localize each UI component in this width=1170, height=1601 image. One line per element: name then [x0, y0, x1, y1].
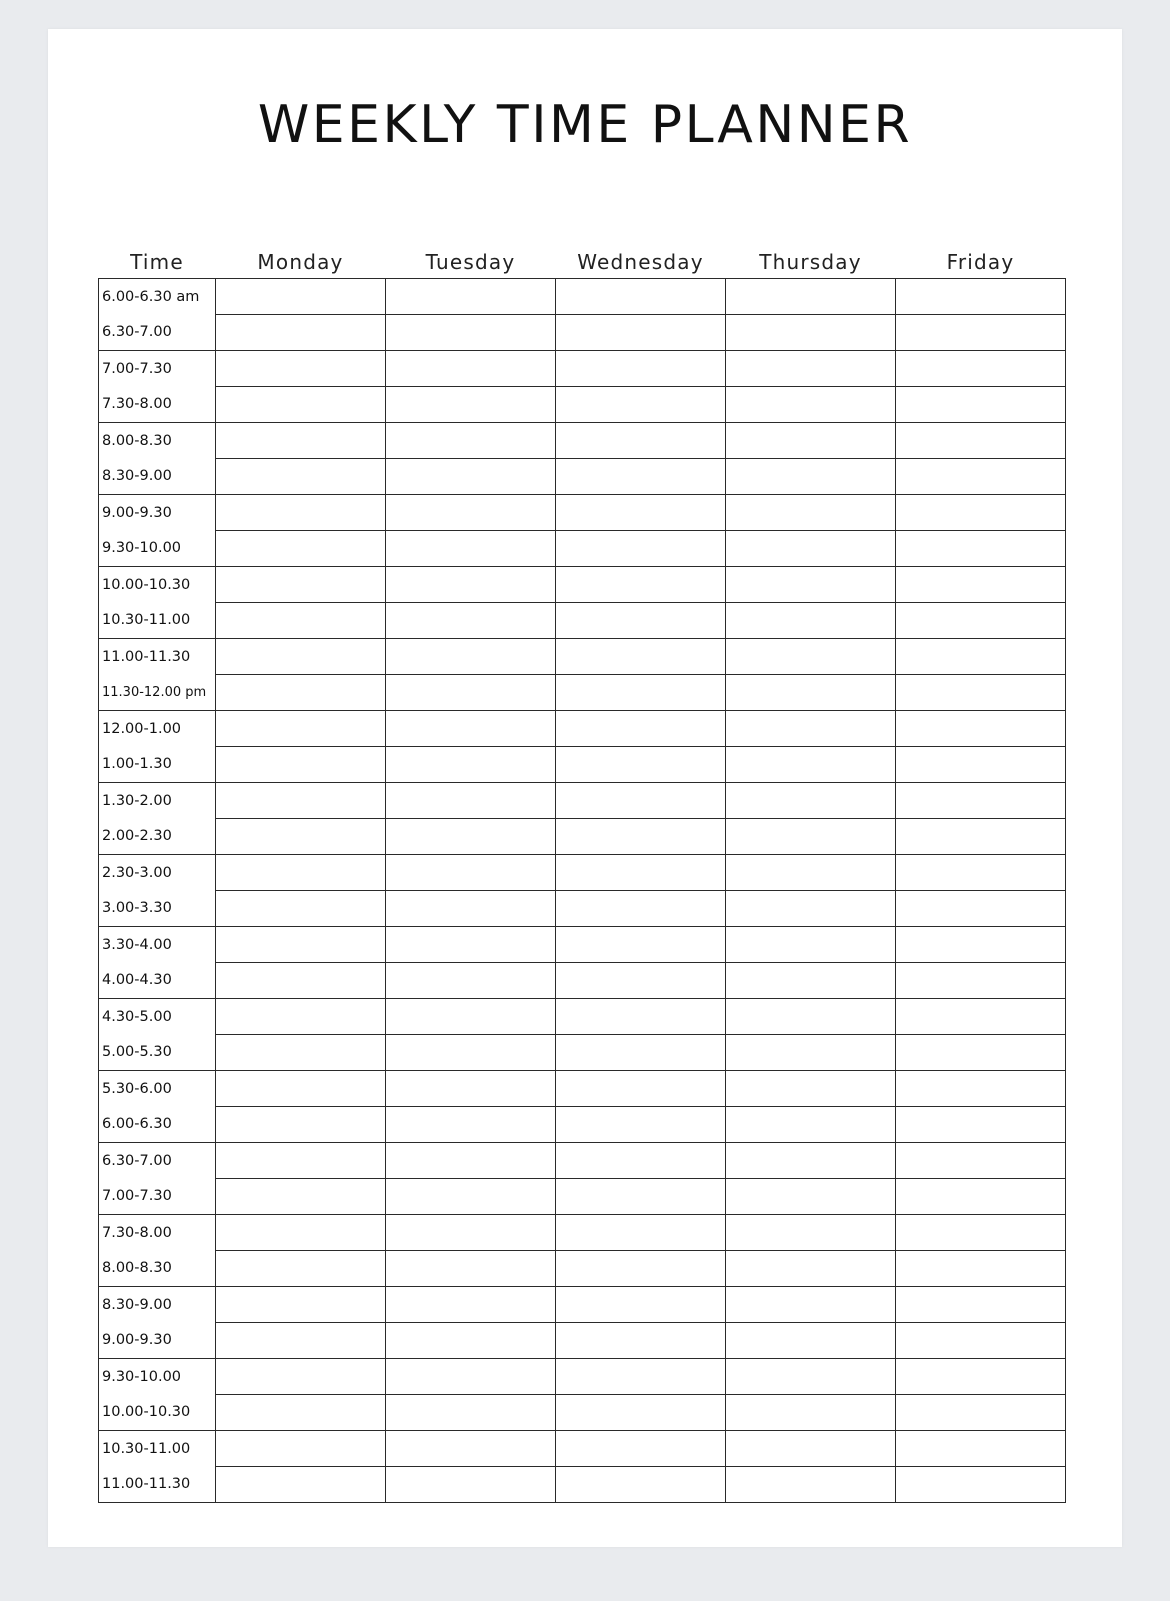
planner-cell-tuesday[interactable] [386, 387, 556, 423]
time-slot-row [99, 567, 1066, 603]
time-slot-label: 8.00-8.30 [99, 423, 216, 459]
time-slot-row [99, 351, 1066, 387]
time-slot-label: 3.30-4.00 [99, 927, 216, 963]
planner-cell-tuesday[interactable] [386, 531, 556, 567]
planner-cell-tuesday[interactable] [386, 747, 556, 783]
time-slot-label: 9.00-9.30 [99, 495, 216, 531]
planner-cell-tuesday[interactable] [386, 315, 556, 351]
time-slot-label: 6.00-6.30 am [99, 279, 216, 315]
planner-cell-monday[interactable] [216, 1395, 386, 1431]
time-slot-row [99, 783, 1066, 819]
planner-cell-wednesday[interactable] [556, 639, 726, 675]
header-tuesday: Tuesday [425, 250, 516, 274]
planner-cell-monday[interactable] [216, 1215, 386, 1251]
planner-cell-tuesday[interactable] [386, 1143, 556, 1179]
planner-cell-friday[interactable] [896, 1107, 1066, 1143]
planner-cell-thursday[interactable] [726, 1215, 896, 1251]
planner-cell-thursday[interactable] [726, 423, 896, 459]
planner-cell-friday[interactable] [896, 1467, 1066, 1503]
time-slot-label: 7.00-7.30 [99, 1179, 216, 1215]
planner-cell-thursday[interactable] [726, 639, 896, 675]
planner-cell-tuesday[interactable] [386, 459, 556, 495]
planner-cell-tuesday[interactable] [386, 603, 556, 639]
planner-cell-wednesday[interactable] [556, 1071, 726, 1107]
planner-cell-tuesday[interactable] [386, 639, 556, 675]
header-thursday: Thursday [759, 250, 862, 274]
planner-cell-wednesday[interactable] [556, 891, 726, 927]
time-slot-row [99, 603, 1066, 639]
time-slot-label: 9.00-9.30 [99, 1323, 216, 1359]
planner-cell-tuesday[interactable] [386, 279, 556, 315]
planner-cell-wednesday[interactable] [556, 351, 726, 387]
time-slot-row [99, 891, 1066, 927]
planner-grid [98, 209, 1066, 1503]
time-slot-row [99, 639, 1066, 675]
time-slot-row [99, 1107, 1066, 1143]
planner-cell-thursday[interactable] [726, 1359, 896, 1395]
time-slot-row [99, 1323, 1066, 1359]
time-slot-label: 6.30-7.00 [99, 315, 216, 351]
planner-cell-friday[interactable] [896, 1359, 1066, 1395]
planner-cell-wednesday[interactable] [556, 1179, 726, 1215]
planner-cell-thursday[interactable] [726, 747, 896, 783]
planner-body [99, 279, 1066, 1503]
planner-cell-friday[interactable] [896, 1215, 1066, 1251]
time-slot-label: 9.30-10.00 [99, 1359, 216, 1395]
planner-cell-thursday[interactable] [726, 1467, 896, 1503]
time-slot-row [99, 999, 1066, 1035]
planner-cell-thursday[interactable] [726, 531, 896, 567]
planner-cell-monday[interactable] [216, 1035, 386, 1071]
planner-cell-monday[interactable] [216, 1431, 386, 1467]
time-slot-label: 2.00-2.30 [99, 819, 216, 855]
time-slot-label: 10.00-10.30 [99, 567, 216, 603]
planner-cell-monday[interactable] [216, 963, 386, 999]
time-slot-label: 1.30-2.00 [99, 783, 216, 819]
planner-cell-thursday[interactable] [726, 927, 896, 963]
time-slot-label: 4.30-5.00 [99, 999, 216, 1035]
header-friday: Friday [946, 250, 1015, 274]
planner-cell-tuesday[interactable] [386, 1251, 556, 1287]
planner-cell-monday[interactable] [216, 675, 386, 711]
planner-cell-monday[interactable] [216, 783, 386, 819]
time-slot-label: 10.30-11.00 [99, 603, 216, 639]
planner-cell-friday[interactable] [896, 1071, 1066, 1107]
planner-cell-monday[interactable] [216, 387, 386, 423]
planner-cell-wednesday[interactable] [556, 531, 726, 567]
planner-cell-thursday[interactable] [726, 1035, 896, 1071]
time-slot-label: 3.00-3.30 [99, 891, 216, 927]
time-slot-row [99, 1359, 1066, 1395]
planner-cell-wednesday[interactable] [556, 927, 726, 963]
planner-cell-tuesday[interactable] [386, 819, 556, 855]
planner-cell-wednesday[interactable] [556, 711, 726, 747]
planner-cell-friday[interactable] [896, 1143, 1066, 1179]
time-slot-row [99, 1395, 1066, 1431]
time-slot-label: 6.30-7.00 [99, 1143, 216, 1179]
planner-cell-friday[interactable] [896, 351, 1066, 387]
planner-cell-monday[interactable] [216, 1251, 386, 1287]
time-slot-label: 7.00-7.30 [99, 351, 216, 387]
time-slot-row [99, 1431, 1066, 1467]
time-slot-row [99, 819, 1066, 855]
time-slot-label: 10.00-10.30 [99, 1395, 216, 1431]
planner-cell-friday[interactable] [896, 855, 1066, 891]
time-slot-label: 5.30-6.00 [99, 1071, 216, 1107]
planner-cell-tuesday[interactable] [386, 1323, 556, 1359]
planner-cell-friday[interactable] [896, 747, 1066, 783]
time-slot-label: 7.30-8.00 [99, 1215, 216, 1251]
planner-cell-monday[interactable] [216, 603, 386, 639]
time-slot-label: 5.00-5.30 [99, 1035, 216, 1071]
planner-cell-tuesday[interactable] [386, 1467, 556, 1503]
planner-cell-thursday[interactable] [726, 495, 896, 531]
planner-cell-friday[interactable] [896, 711, 1066, 747]
planner-cell-thursday[interactable] [726, 1179, 896, 1215]
time-slot-label: 11.30-12.00 pm [99, 675, 216, 711]
time-slot-row [99, 423, 1066, 459]
planner-cell-friday[interactable] [896, 783, 1066, 819]
planner-cell-thursday[interactable] [726, 1431, 896, 1467]
planner-cell-thursday[interactable] [726, 1287, 896, 1323]
planner-cell-thursday[interactable] [726, 387, 896, 423]
planner-cell-tuesday[interactable] [386, 999, 556, 1035]
planner-cell-wednesday[interactable] [556, 1251, 726, 1287]
planner-cell-tuesday[interactable] [386, 1359, 556, 1395]
planner-cell-tuesday[interactable] [386, 1431, 556, 1467]
time-slot-label: 6.00-6.30 [99, 1107, 216, 1143]
planner-cell-friday[interactable] [896, 999, 1066, 1035]
planner-cell-friday[interactable] [896, 1287, 1066, 1323]
planner-cell-thursday[interactable] [726, 315, 896, 351]
planner-cell-wednesday[interactable] [556, 819, 726, 855]
planner-cell-monday[interactable] [216, 567, 386, 603]
time-slot-label: 12.00-1.00 [99, 711, 216, 747]
planner-cell-thursday[interactable] [726, 459, 896, 495]
planner-cell-thursday[interactable] [726, 1323, 896, 1359]
planner-cell-monday[interactable] [216, 1467, 386, 1503]
planner-cell-friday[interactable] [896, 1035, 1066, 1071]
planner-cell-tuesday[interactable] [386, 1071, 556, 1107]
planner-cell-tuesday[interactable] [386, 927, 556, 963]
planner-cell-thursday[interactable] [726, 819, 896, 855]
header-time: Time [130, 250, 184, 274]
planner-cell-thursday[interactable] [726, 567, 896, 603]
planner-cell-tuesday[interactable] [386, 351, 556, 387]
time-slot-row [99, 1143, 1066, 1179]
time-slot-row [99, 1071, 1066, 1107]
time-slot-label: 10.30-11.00 [99, 1431, 216, 1467]
time-slot-label: 7.30-8.00 [99, 387, 216, 423]
planner-cell-thursday[interactable] [726, 279, 896, 315]
planner-cell-friday[interactable] [896, 963, 1066, 999]
time-slot-row [99, 1179, 1066, 1215]
planner-cell-monday[interactable] [216, 1143, 386, 1179]
planner-cell-friday[interactable] [896, 819, 1066, 855]
planner-cell-monday[interactable] [216, 531, 386, 567]
planner-cell-monday[interactable] [216, 423, 386, 459]
planner-cell-wednesday[interactable] [556, 1467, 726, 1503]
planner-cell-thursday[interactable] [726, 1143, 896, 1179]
time-slot-label: 8.30-9.00 [99, 1287, 216, 1323]
planner-cell-monday[interactable] [216, 495, 386, 531]
time-slot-row [99, 1215, 1066, 1251]
time-slot-row [99, 1287, 1066, 1323]
planner-cell-tuesday[interactable] [386, 1395, 556, 1431]
time-slot-row [99, 495, 1066, 531]
planner-cell-thursday[interactable] [726, 1395, 896, 1431]
time-slot-label: 1.00-1.30 [99, 747, 216, 783]
planner-cell-wednesday[interactable] [556, 1359, 726, 1395]
planner-cell-thursday[interactable] [726, 783, 896, 819]
planner-cell-friday[interactable] [896, 1431, 1066, 1467]
planner-cell-thursday[interactable] [726, 711, 896, 747]
planner-cell-monday[interactable] [216, 459, 386, 495]
planner-cell-friday[interactable] [896, 387, 1066, 423]
planner-cell-wednesday[interactable] [556, 783, 726, 819]
planner-cell-tuesday[interactable] [386, 783, 556, 819]
planner-cell-monday[interactable] [216, 1179, 386, 1215]
planner-cell-tuesday[interactable] [386, 855, 556, 891]
planner-cell-tuesday[interactable] [386, 495, 556, 531]
planner-cell-wednesday[interactable] [556, 747, 726, 783]
planner-cell-wednesday[interactable] [556, 387, 726, 423]
header-monday: Monday [257, 250, 344, 274]
planner-cell-tuesday[interactable] [386, 1107, 556, 1143]
planner-cell-thursday[interactable] [726, 963, 896, 999]
planner-cell-thursday[interactable] [726, 891, 896, 927]
planner-cell-friday[interactable] [896, 927, 1066, 963]
time-slot-row [99, 963, 1066, 999]
planner-cell-wednesday[interactable] [556, 855, 726, 891]
planner-cell-wednesday[interactable] [556, 459, 726, 495]
planner-cell-friday[interactable] [896, 459, 1066, 495]
planner-cell-friday[interactable] [896, 567, 1066, 603]
planner-cell-wednesday[interactable] [556, 1035, 726, 1071]
planner-cell-wednesday[interactable] [556, 567, 726, 603]
time-slot-row [99, 531, 1066, 567]
planner-cell-tuesday[interactable] [386, 423, 556, 459]
time-slot-row [99, 1035, 1066, 1071]
planner-cell-tuesday[interactable] [386, 1035, 556, 1071]
time-slot-row [99, 315, 1066, 351]
planner-cell-thursday[interactable] [726, 351, 896, 387]
time-slot-label: 9.30-10.00 [99, 531, 216, 567]
planner-cell-friday[interactable] [896, 891, 1066, 927]
planner-cell-monday[interactable] [216, 1323, 386, 1359]
planner-cell-wednesday[interactable] [556, 1323, 726, 1359]
planner-cell-wednesday[interactable] [556, 1287, 726, 1323]
planner-cell-friday[interactable] [896, 315, 1066, 351]
planner-cell-friday[interactable] [896, 531, 1066, 567]
planner-cell-tuesday[interactable] [386, 1179, 556, 1215]
planner-page [48, 29, 1122, 1547]
time-slot-row [99, 675, 1066, 711]
planner-cell-monday[interactable] [216, 711, 386, 747]
time-slot-row [99, 1467, 1066, 1503]
planner-cell-monday[interactable] [216, 891, 386, 927]
planner-cell-friday[interactable] [896, 1395, 1066, 1431]
planner-cell-friday[interactable] [896, 1323, 1066, 1359]
planner-cell-monday[interactable] [216, 855, 386, 891]
planner-cell-wednesday[interactable] [556, 423, 726, 459]
planner-cell-monday[interactable] [216, 315, 386, 351]
planner-cell-thursday[interactable] [726, 1251, 896, 1287]
planner-cell-monday[interactable] [216, 1107, 386, 1143]
time-slot-label: 4.00-4.30 [99, 963, 216, 999]
planner-cell-wednesday[interactable] [556, 1107, 726, 1143]
planner-cell-tuesday[interactable] [386, 963, 556, 999]
planner-cell-wednesday[interactable] [556, 495, 726, 531]
planner-cell-thursday[interactable] [726, 999, 896, 1035]
planner-cell-friday[interactable] [896, 1179, 1066, 1215]
planner-cell-wednesday[interactable] [556, 675, 726, 711]
time-slot-row [99, 1251, 1066, 1287]
planner-cell-tuesday[interactable] [386, 711, 556, 747]
time-slot-row [99, 711, 1066, 747]
planner-cell-friday[interactable] [896, 1251, 1066, 1287]
planner-cell-wednesday[interactable] [556, 999, 726, 1035]
planner-cell-wednesday[interactable] [556, 1431, 726, 1467]
planner-cell-monday[interactable] [216, 639, 386, 675]
planner-cell-thursday[interactable] [726, 1071, 896, 1107]
planner-cell-wednesday[interactable] [556, 603, 726, 639]
time-slot-row [99, 855, 1066, 891]
time-slot-row [99, 459, 1066, 495]
planner-cell-friday[interactable] [896, 675, 1066, 711]
time-slot-row [99, 279, 1066, 315]
planner-cell-wednesday[interactable] [556, 1215, 726, 1251]
time-slot-label: 11.00-11.30 [99, 1467, 216, 1503]
time-slot-label: 11.00-11.30 [99, 639, 216, 675]
page-title: WEEKLY TIME PLANNER [257, 95, 913, 155]
planner-cell-monday[interactable] [216, 819, 386, 855]
planner-cell-monday[interactable] [216, 351, 386, 387]
planner-cell-monday[interactable] [216, 999, 386, 1035]
time-slot-row [99, 927, 1066, 963]
planner-cell-tuesday[interactable] [386, 891, 556, 927]
time-slot-label: 8.30-9.00 [99, 459, 216, 495]
planner-cell-wednesday[interactable] [556, 315, 726, 351]
planner-cell-friday[interactable] [896, 639, 1066, 675]
time-slot-label: 2.30-3.00 [99, 855, 216, 891]
planner-cell-friday[interactable] [896, 423, 1066, 459]
planner-cell-monday[interactable] [216, 747, 386, 783]
planner-cell-wednesday[interactable] [556, 963, 726, 999]
planner-cell-monday[interactable] [216, 1071, 386, 1107]
planner-cell-tuesday[interactable] [386, 1287, 556, 1323]
time-slot-row [99, 747, 1066, 783]
time-slot-label: 8.00-8.30 [99, 1251, 216, 1287]
planner-cell-thursday[interactable] [726, 675, 896, 711]
planner-cell-friday[interactable] [896, 495, 1066, 531]
planner-cell-friday[interactable] [896, 603, 1066, 639]
planner-cell-tuesday[interactable] [386, 1215, 556, 1251]
planner-cell-thursday[interactable] [726, 1107, 896, 1143]
planner-cell-thursday[interactable] [726, 603, 896, 639]
header-wednesday: Wednesday [577, 250, 704, 274]
planner-cell-monday[interactable] [216, 1359, 386, 1395]
header-row [99, 209, 1066, 279]
time-slot-row [99, 387, 1066, 423]
planner-cell-tuesday[interactable] [386, 675, 556, 711]
planner-cell-monday[interactable] [216, 1287, 386, 1323]
planner-cell-friday[interactable] [896, 279, 1066, 315]
planner-cell-wednesday[interactable] [556, 279, 726, 315]
planner-cell-wednesday[interactable] [556, 1395, 726, 1431]
planner-cell-tuesday[interactable] [386, 567, 556, 603]
planner-cell-wednesday[interactable] [556, 1143, 726, 1179]
planner-cell-monday[interactable] [216, 279, 386, 315]
planner-cell-thursday[interactable] [726, 855, 896, 891]
planner-cell-monday[interactable] [216, 927, 386, 963]
